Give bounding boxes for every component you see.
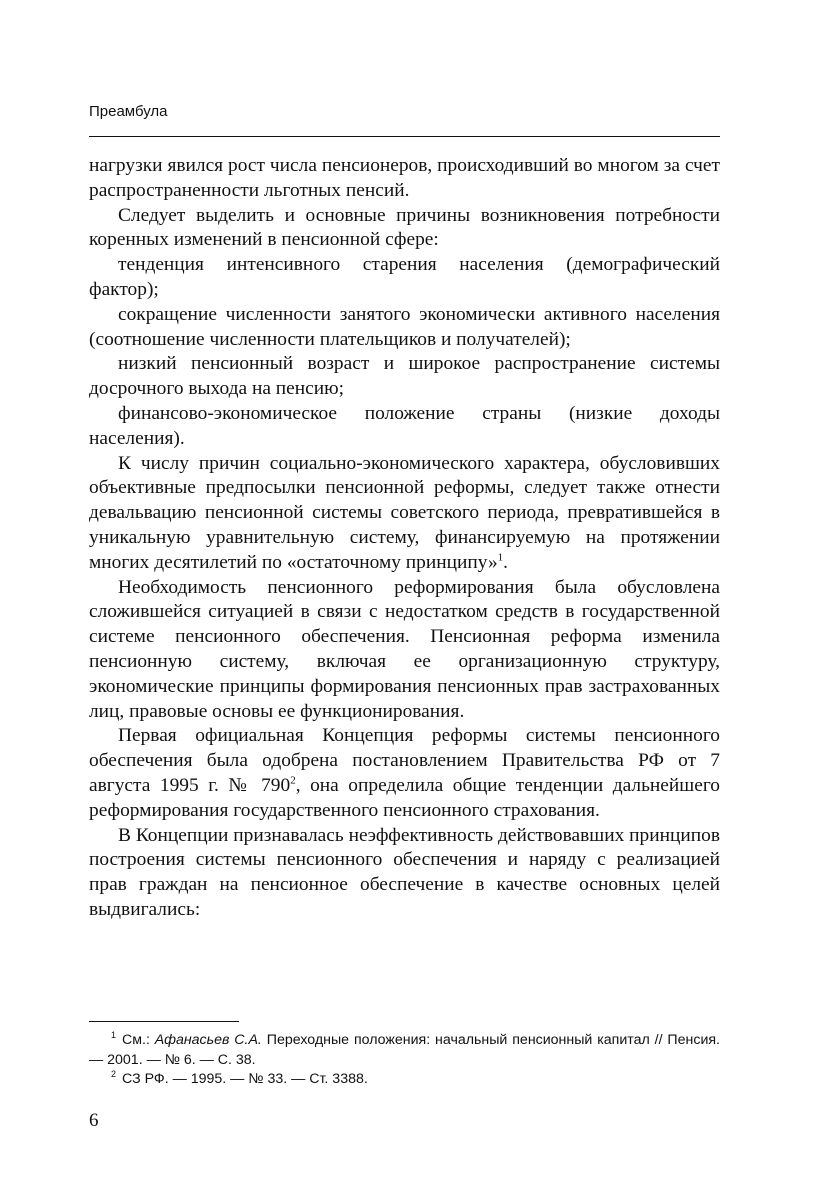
header-rule bbox=[89, 136, 720, 137]
footnote-ref-1[interactable]: 1 bbox=[497, 551, 504, 564]
paragraph bbox=[89, 724, 720, 823]
paragraph-end: . bbox=[503, 551, 508, 573]
paragraph: низкий пенсионный возраст и широкое распространение системы досрочного выхода на пенсию; bbox=[89, 353, 720, 400]
paragraph: финансово-экономическое положение страны (низкие доходы населения). bbox=[89, 402, 720, 449]
paragraph: тенденция интенсивного старения населения (демографический фактор); bbox=[89, 254, 720, 300]
running-title: Преамбула bbox=[89, 103, 168, 120]
paragraph: Необходимость пенсионного реформирования была обусловлена сложившейся ситуацией в связи с недостатком средств в государственной системе пенсионного обеспечения. Пенсионная реформа изменила пенсионную систему, включая ее организационную структуру, экономические принципы формирования пенсионных прав застрахованных лиц, правовые основы ее функционирования. bbox=[89, 576, 720, 722]
paragraph: В Концепции признавалась неэффективность действовавших принципов построения системы пенсионного обеспечения и наряду с реализацией прав граждан на пенсионное обеспечение в качестве основных целей выдвигались: bbox=[89, 824, 720, 920]
footnote-text: СЗ РФ. — 1995. — № 33. — Ст. 3388. bbox=[122, 1071, 368, 1087]
paragraph: Следует выделить и основные причины возникновения потребности коренных изменений в пенсионной сфере: bbox=[89, 204, 720, 251]
footnote-prefix: См.: bbox=[122, 1032, 155, 1048]
footnote-2 bbox=[89, 1070, 720, 1090]
footnote-ref-2[interactable]: 2 bbox=[290, 774, 296, 787]
body-text bbox=[89, 154, 720, 923]
paragraph-text: Первая официальная Концепция реформы системы пенсионного обеспечения была одобрена постановлением Правительства РФ от 7 августа 1995 г. № 790 bbox=[89, 725, 720, 796]
page-number: 6 bbox=[89, 1110, 99, 1131]
footnotes bbox=[89, 1031, 720, 1090]
footnote-text: Переходные положения: начальный пенсионный капитал // Пенсия. — 2001. — № 6. — С. 38. bbox=[89, 1032, 721, 1068]
paragraph bbox=[89, 452, 720, 576]
paragraph-text: К числу причин социально-экономического характера, обусловивших объективные предпосылки пенсионной реформы, следует также отнести девальвацию пенсионной системы советского периода, превратившейся в уникальную уравнительную систему, финансируемую на протяжении многих десятилетий по «остаточному принципу» bbox=[89, 452, 720, 573]
paragraph-text-continued: , она определила общие тенденции дальнейшего реформирования государственного пенсионного страхования. bbox=[89, 774, 720, 821]
paragraph: сокращение численности занятого экономически активного населения (соотношение численности плательщиков и получателей); bbox=[89, 303, 720, 350]
footnote-1 bbox=[89, 1031, 720, 1070]
footnote-marker: 2 bbox=[111, 1069, 117, 1080]
footnote-marker: 1 bbox=[111, 1030, 117, 1041]
footnote-separator bbox=[89, 1021, 239, 1022]
footnote-author: Афанасьев С.А. bbox=[154, 1032, 262, 1048]
paragraph: нагрузки явился рост числа пенсионеров, происходивший во многом за счет распространенности льготных пенсий. bbox=[89, 155, 720, 201]
